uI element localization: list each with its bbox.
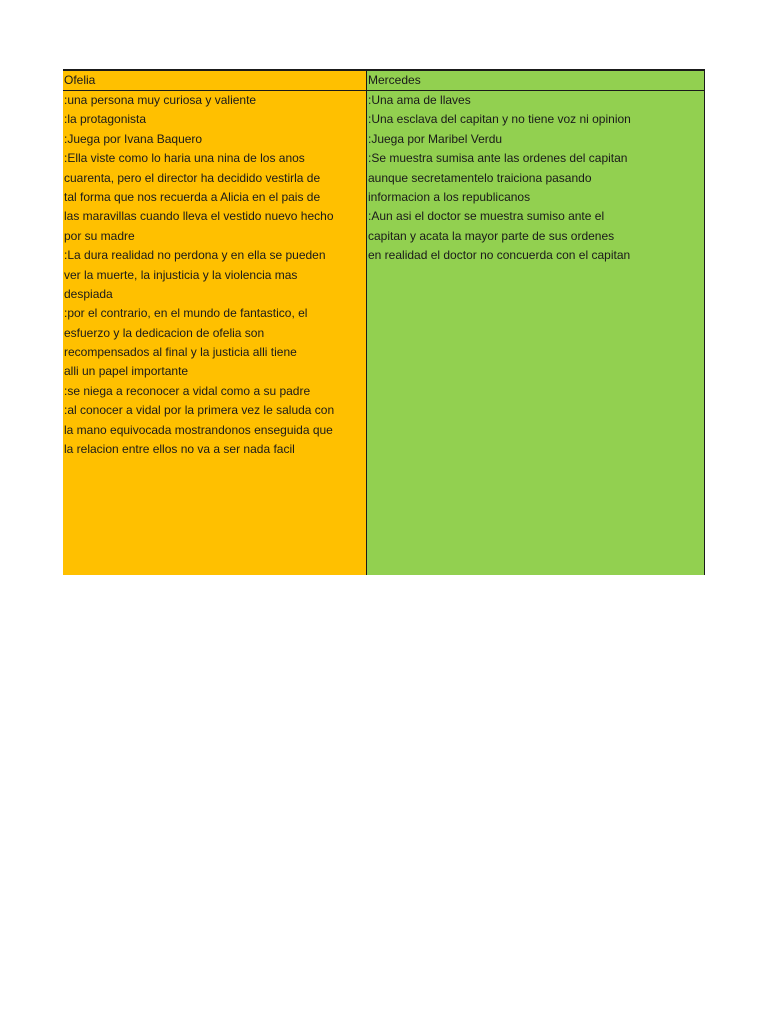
text-line: :La dura realidad no perdona y en ella se pueden <box>64 248 326 263</box>
text-line: tal forma que nos recuerda a Alicia en el pais de <box>64 189 321 204</box>
spreadsheet-table <box>63 69 705 575</box>
text-line: las maravillas cuando lleva el vestido nuevo hecho <box>64 209 334 224</box>
text-line: :Ella viste como lo haria una nina de los anos <box>64 151 305 166</box>
text-line: la mano equivocada mostrandonos enseguida que <box>64 422 333 437</box>
text-line: cuarenta, pero el director ha decidido vestirla de <box>64 170 321 185</box>
text-line: :Una esclava del capitan y no tiene voz ni opinion <box>368 112 631 127</box>
cell-ofelia-content[interactable] <box>63 91 366 459</box>
text-line: :al conocer a vidal por la primera vez le saluda con <box>64 403 335 418</box>
text-line: :Juega por Ivana Baquero <box>64 131 203 146</box>
cell-mercedes-content[interactable] <box>367 91 704 266</box>
column-mercedes <box>366 69 705 575</box>
text-line: capitan y acata la mayor parte de sus ordenes <box>368 228 615 243</box>
text-line: despiada <box>64 286 113 301</box>
text-line: esfuerzo y la dedicacion de ofelia son <box>64 325 265 340</box>
text-line: :Aun asi el doctor se muestra sumiso ante el <box>368 209 605 224</box>
text-line: :se niega a reconocer a vidal como a su padre <box>64 383 311 398</box>
text-line: recompensados al final y la justicia alli tiene <box>64 345 297 360</box>
text-line: aunque secretamentelo traiciona pasando <box>368 170 592 185</box>
text-line: :Se muestra sumisa ante las ordenes del capitan <box>368 151 628 166</box>
text-line: ver la muerte, la injusticia y la violencia mas <box>64 267 298 282</box>
text-line: :Juega por Maribel Verdu <box>368 131 503 146</box>
column-header-ofelia[interactable]: Ofelia <box>63 71 366 91</box>
column-header-mercedes[interactable]: Mercedes <box>367 71 704 91</box>
text-line: :una persona muy curiosa y valiente <box>64 93 257 107</box>
text-line: por su madre <box>64 228 135 243</box>
text-line: :por el contrario, en el mundo de fantastico, el <box>64 306 308 321</box>
text-line: :la protagonista <box>64 112 147 127</box>
text-line: alli un papel importante <box>64 364 189 379</box>
text-line: :Una ama de llaves <box>368 93 471 107</box>
text-line: informacion a los republicanos <box>368 189 531 204</box>
column-ofelia <box>63 69 366 575</box>
text-line: la relacion entre ellos no va a ser nada facil <box>64 442 295 457</box>
text-line: en realidad el doctor no concuerda con el capitan <box>368 248 631 263</box>
